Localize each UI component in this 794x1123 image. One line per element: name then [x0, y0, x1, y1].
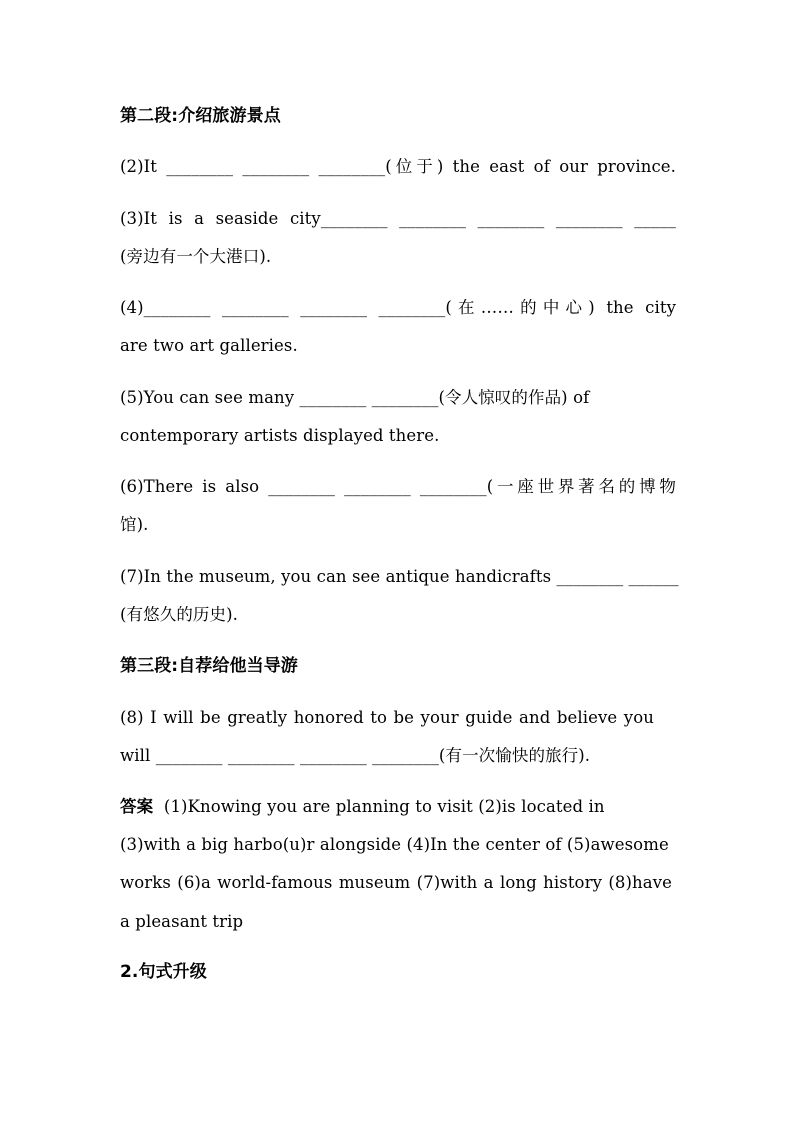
answer-line2: (3)with a big harbo(u)r alongside (4)In the center of (5)awesome	[120, 835, 669, 854]
question-7-line1: (7)In the museum, you can see antique handicrafts ________ ______	[120, 567, 679, 586]
question-5-line1: (5)You can see many ________ ________(令人惊叹的作品) of	[120, 388, 590, 407]
answer-line3: works (6)a world-famous museum (7)with a long history (8)have	[120, 873, 672, 892]
question-6-line1: (6)There is also ________ ________ ________(一座世界著名的博物	[120, 477, 676, 496]
question-3-line2: (旁边有一个大港口).	[120, 247, 272, 266]
question-3-line1: (3)It is a seaside city________ ________ ________ ________ _____	[120, 209, 676, 228]
question-5-line2: contemporary artists displayed there.	[120, 426, 440, 445]
question-8-line2: will ________ ________ ________ ________(有一次愉快的旅行).	[120, 746, 591, 765]
answer-line4: a pleasant trip	[120, 912, 244, 931]
section3-heading: 第三段:自荐给他当导游	[120, 656, 298, 676]
question-2: (2)It ________ ________ ________(位于) the east of our province.	[120, 157, 676, 176]
answer-label: 答案	[120, 797, 154, 816]
question-7-line2: (有悠久的历史).	[120, 605, 239, 624]
next-section-heading: 2.句式升级	[120, 962, 207, 982]
question-6-line2: 馆).	[120, 515, 149, 534]
question-4-line2: are two art galleries.	[120, 336, 298, 355]
question-8-line1: (8) I will be greatly honored to be your guide and believe you	[120, 708, 654, 727]
answer-line1	[120, 795, 620, 819]
section2-heading: 第二段:介绍旅游景点	[120, 106, 281, 126]
answer-text-1: (1)Knowing you are planning to visit (2)is located in	[163, 797, 605, 816]
question-4-line1: (4)________ ________ ________ ________(在……的中心) the city	[120, 298, 676, 317]
